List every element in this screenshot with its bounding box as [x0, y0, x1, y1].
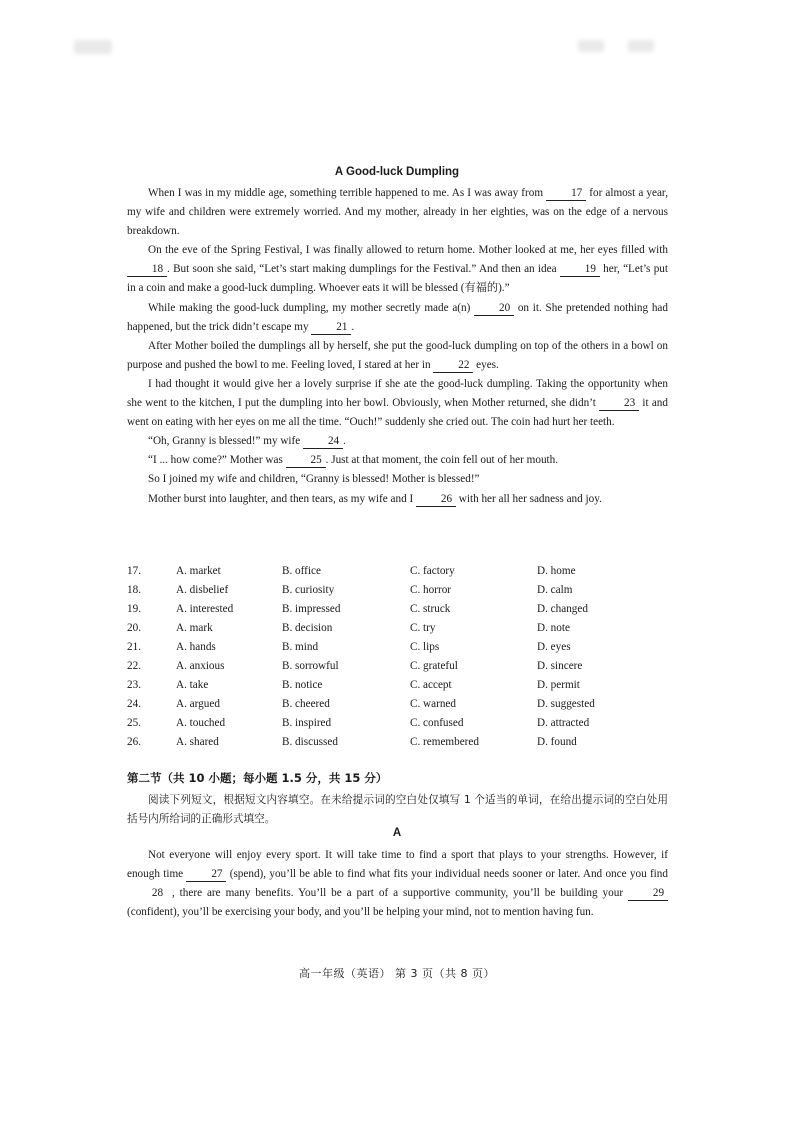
option-b: B. discussed: [282, 736, 338, 748]
page-footer: 高一年级（英语） 第 3 页（共 8 页）: [299, 967, 495, 980]
blank-24: 24: [303, 434, 343, 449]
option-a: A. touched: [176, 717, 226, 729]
option-a: A. argued: [176, 698, 220, 710]
passage-text: I had thought it would give her a lovely surprise if she ate the good-luck dumpling. Taking the opportunity when she went to the kitchen, I put the dumpling into her bowl. Obviously, when Mother returned, she didn’t: [127, 377, 668, 410]
question-number: 19.: [127, 603, 141, 615]
option-row-20: [127, 619, 668, 638]
option-c: C. horror: [410, 584, 452, 596]
option-b: B. mind: [282, 641, 319, 653]
option-d: D. note: [537, 622, 570, 634]
option-row-24: [127, 695, 668, 714]
passage-text: (confident), you’ll be exercising your body, and you’ll be helping your mind, not to mention having fun.: [127, 906, 594, 919]
question-number: 26.: [127, 736, 141, 748]
section-heading: 第二节（共 10 小题；每小题 1.5 分，共 15 分）: [127, 771, 388, 785]
blank-23: 23: [599, 396, 639, 411]
passage-text: her, “Let’s put in a coin and make a good-luck dumpling. Whoever eats it will be blessed (有福的).”: [127, 263, 668, 295]
paragraph: [127, 299, 668, 337]
option-b: B. sorrowful: [282, 660, 339, 672]
option-a: A. take: [176, 679, 209, 691]
question-number: 18.: [127, 584, 141, 596]
question-number: 20.: [127, 622, 141, 634]
blank-27: 27: [186, 867, 226, 882]
option-b: B. decision: [282, 622, 333, 634]
option-row-21: [127, 638, 668, 657]
paragraph: [127, 490, 668, 509]
option-a: A. interested: [176, 603, 234, 615]
option-c: C. grateful: [410, 660, 458, 672]
paragraph: [127, 375, 668, 432]
option-a: A. hands: [176, 641, 216, 653]
option-d: D. permit: [537, 679, 580, 691]
option-d: D. sincere: [537, 660, 583, 672]
option-b: B. impressed: [282, 603, 341, 615]
option-row-26: [127, 733, 668, 752]
scan-smudge: [628, 40, 654, 52]
paragraph: [127, 184, 668, 241]
question-number: 17.: [127, 565, 141, 577]
option-d: D. attracted: [537, 717, 590, 729]
option-row-19: [127, 600, 668, 619]
paragraph: [127, 470, 668, 489]
blank-19: 19: [560, 262, 600, 277]
option-a: A. mark: [176, 622, 213, 634]
passage-text: on it. She pretended nothing had happened, but the trick didn’t escape my: [127, 301, 668, 333]
scan-smudge: [578, 40, 604, 52]
option-b: B. curiosity: [282, 584, 335, 596]
option-c: C. try: [410, 622, 436, 634]
passage-text: Not everyone will enjoy every sport. It will take time to find a sport that plays to your strengths. However, if enough time: [127, 849, 668, 881]
blank-29: 29: [628, 886, 668, 901]
scan-smudge: [74, 40, 112, 54]
cloze-passage: [127, 184, 668, 509]
option-c: C. accept: [410, 679, 452, 691]
option-d: D. home: [537, 565, 576, 577]
option-b: B. office: [282, 565, 321, 577]
option-d: D. calm: [537, 584, 573, 596]
passage-text: So I joined my wife and children, “Granny is blessed! Mother is blessed!”: [148, 473, 480, 486]
passage-text: “Oh, Granny is blessed!” my wife: [148, 435, 304, 448]
question-number: 23.: [127, 679, 141, 691]
passage-text: . But soon she said, “Let’s start making dumplings for the Festival.” And then an idea: [167, 263, 560, 276]
question-number: 22.: [127, 660, 141, 672]
option-b: B. inspired: [282, 717, 332, 729]
paragraph: [127, 337, 668, 375]
option-c: C. struck: [410, 603, 451, 615]
blank-25: 25: [286, 453, 326, 468]
passage-text: .: [351, 320, 355, 333]
blank-20: 20: [474, 301, 514, 316]
question-number: 24.: [127, 698, 141, 710]
passage-title: A Good-luck Dumpling: [334, 166, 460, 178]
blank-21: 21: [311, 320, 351, 335]
blank-26: 26: [416, 492, 456, 507]
passage-text: “I ... how come?” Mother was: [148, 454, 286, 467]
question-number: 21.: [127, 641, 141, 653]
option-a: A. anxious: [176, 660, 225, 672]
option-c: C. confused: [410, 717, 464, 729]
section-instructions: 阅读下列短文，根据短文内容填空。在未给提示词的空白处仅填写 1 个适当的单词，在给出提示词的空白处用括号内所给词的正确形式填空。: [127, 794, 668, 825]
part-label: A: [392, 827, 402, 839]
option-d: D. suggested: [537, 698, 595, 710]
option-a: A. shared: [176, 736, 219, 748]
paragraph: [127, 241, 668, 298]
passage-text: While making the good-luck dumpling, my mother secretly made a(n): [148, 301, 475, 314]
option-d: D. changed: [537, 603, 588, 615]
passage-text: it and went on eating with her eyes on me all the time. “Ouch!” suddenly she cried out. The coin had hurt her teeth.: [127, 397, 668, 429]
blank-17: 17: [546, 186, 586, 201]
passage-text: .: [343, 435, 346, 448]
passage-text: with her all her sadness and joy.: [455, 492, 602, 505]
passage-text: After Mother boiled the dumplings all by herself, she put the good-luck dumpling on top of the others in a bowl on purpose and pushed the bowl to me. Feeling loved, I stared at her in: [127, 339, 668, 371]
option-row-18: [127, 581, 668, 600]
option-row-17: [127, 562, 668, 581]
passage-text: for almost a year, my wife and children were extremely worried. And my mother, already in her eighties, was on the edge of a nervous breakdown.: [127, 187, 668, 238]
option-c: C. factory: [410, 565, 455, 577]
paragraph: [127, 432, 668, 451]
blank-18: 18: [127, 262, 167, 277]
passage-text: On the eve of the Spring Festival, I was finally allowed to return home. Mother looked at me, her eyes filled with: [148, 244, 668, 257]
blank-28: 28: [151, 887, 164, 900]
passage-text: (spend), you’ll be able to find what fits your individual needs sooner or later. And once you find: [226, 868, 668, 881]
option-c: C. lips: [410, 641, 440, 653]
passage-text: . Just at that moment, the coin fell out of her mouth.: [325, 454, 559, 467]
question-number: 25.: [127, 717, 141, 729]
option-row-22: [127, 657, 668, 676]
option-a: A. disbelief: [176, 584, 229, 596]
answer-options: [127, 562, 668, 752]
passage-text: Mother burst into laughter, and then tears, as my wife and I: [148, 492, 416, 505]
passage-text: eyes.: [473, 358, 499, 371]
passage-text: When I was in my middle age, something terrible happened to me. As I was away from: [148, 187, 547, 199]
option-b: B. notice: [282, 679, 323, 691]
option-d: D. found: [537, 736, 577, 748]
paragraph: [127, 451, 668, 470]
option-row-23: [127, 676, 668, 695]
passage-text: , there are many benefits. You’ll be a part of a supportive community, you’ll be building your: [167, 887, 628, 900]
option-row-25: [127, 714, 668, 733]
grammar-fill-passage: [127, 846, 668, 922]
option-c: C. remembered: [410, 736, 479, 748]
option-b: B. cheered: [282, 698, 330, 710]
blank-22: 22: [433, 358, 473, 373]
option-c: C. warned: [410, 698, 456, 710]
option-a: A. market: [176, 565, 221, 577]
option-d: D. eyes: [537, 641, 571, 653]
